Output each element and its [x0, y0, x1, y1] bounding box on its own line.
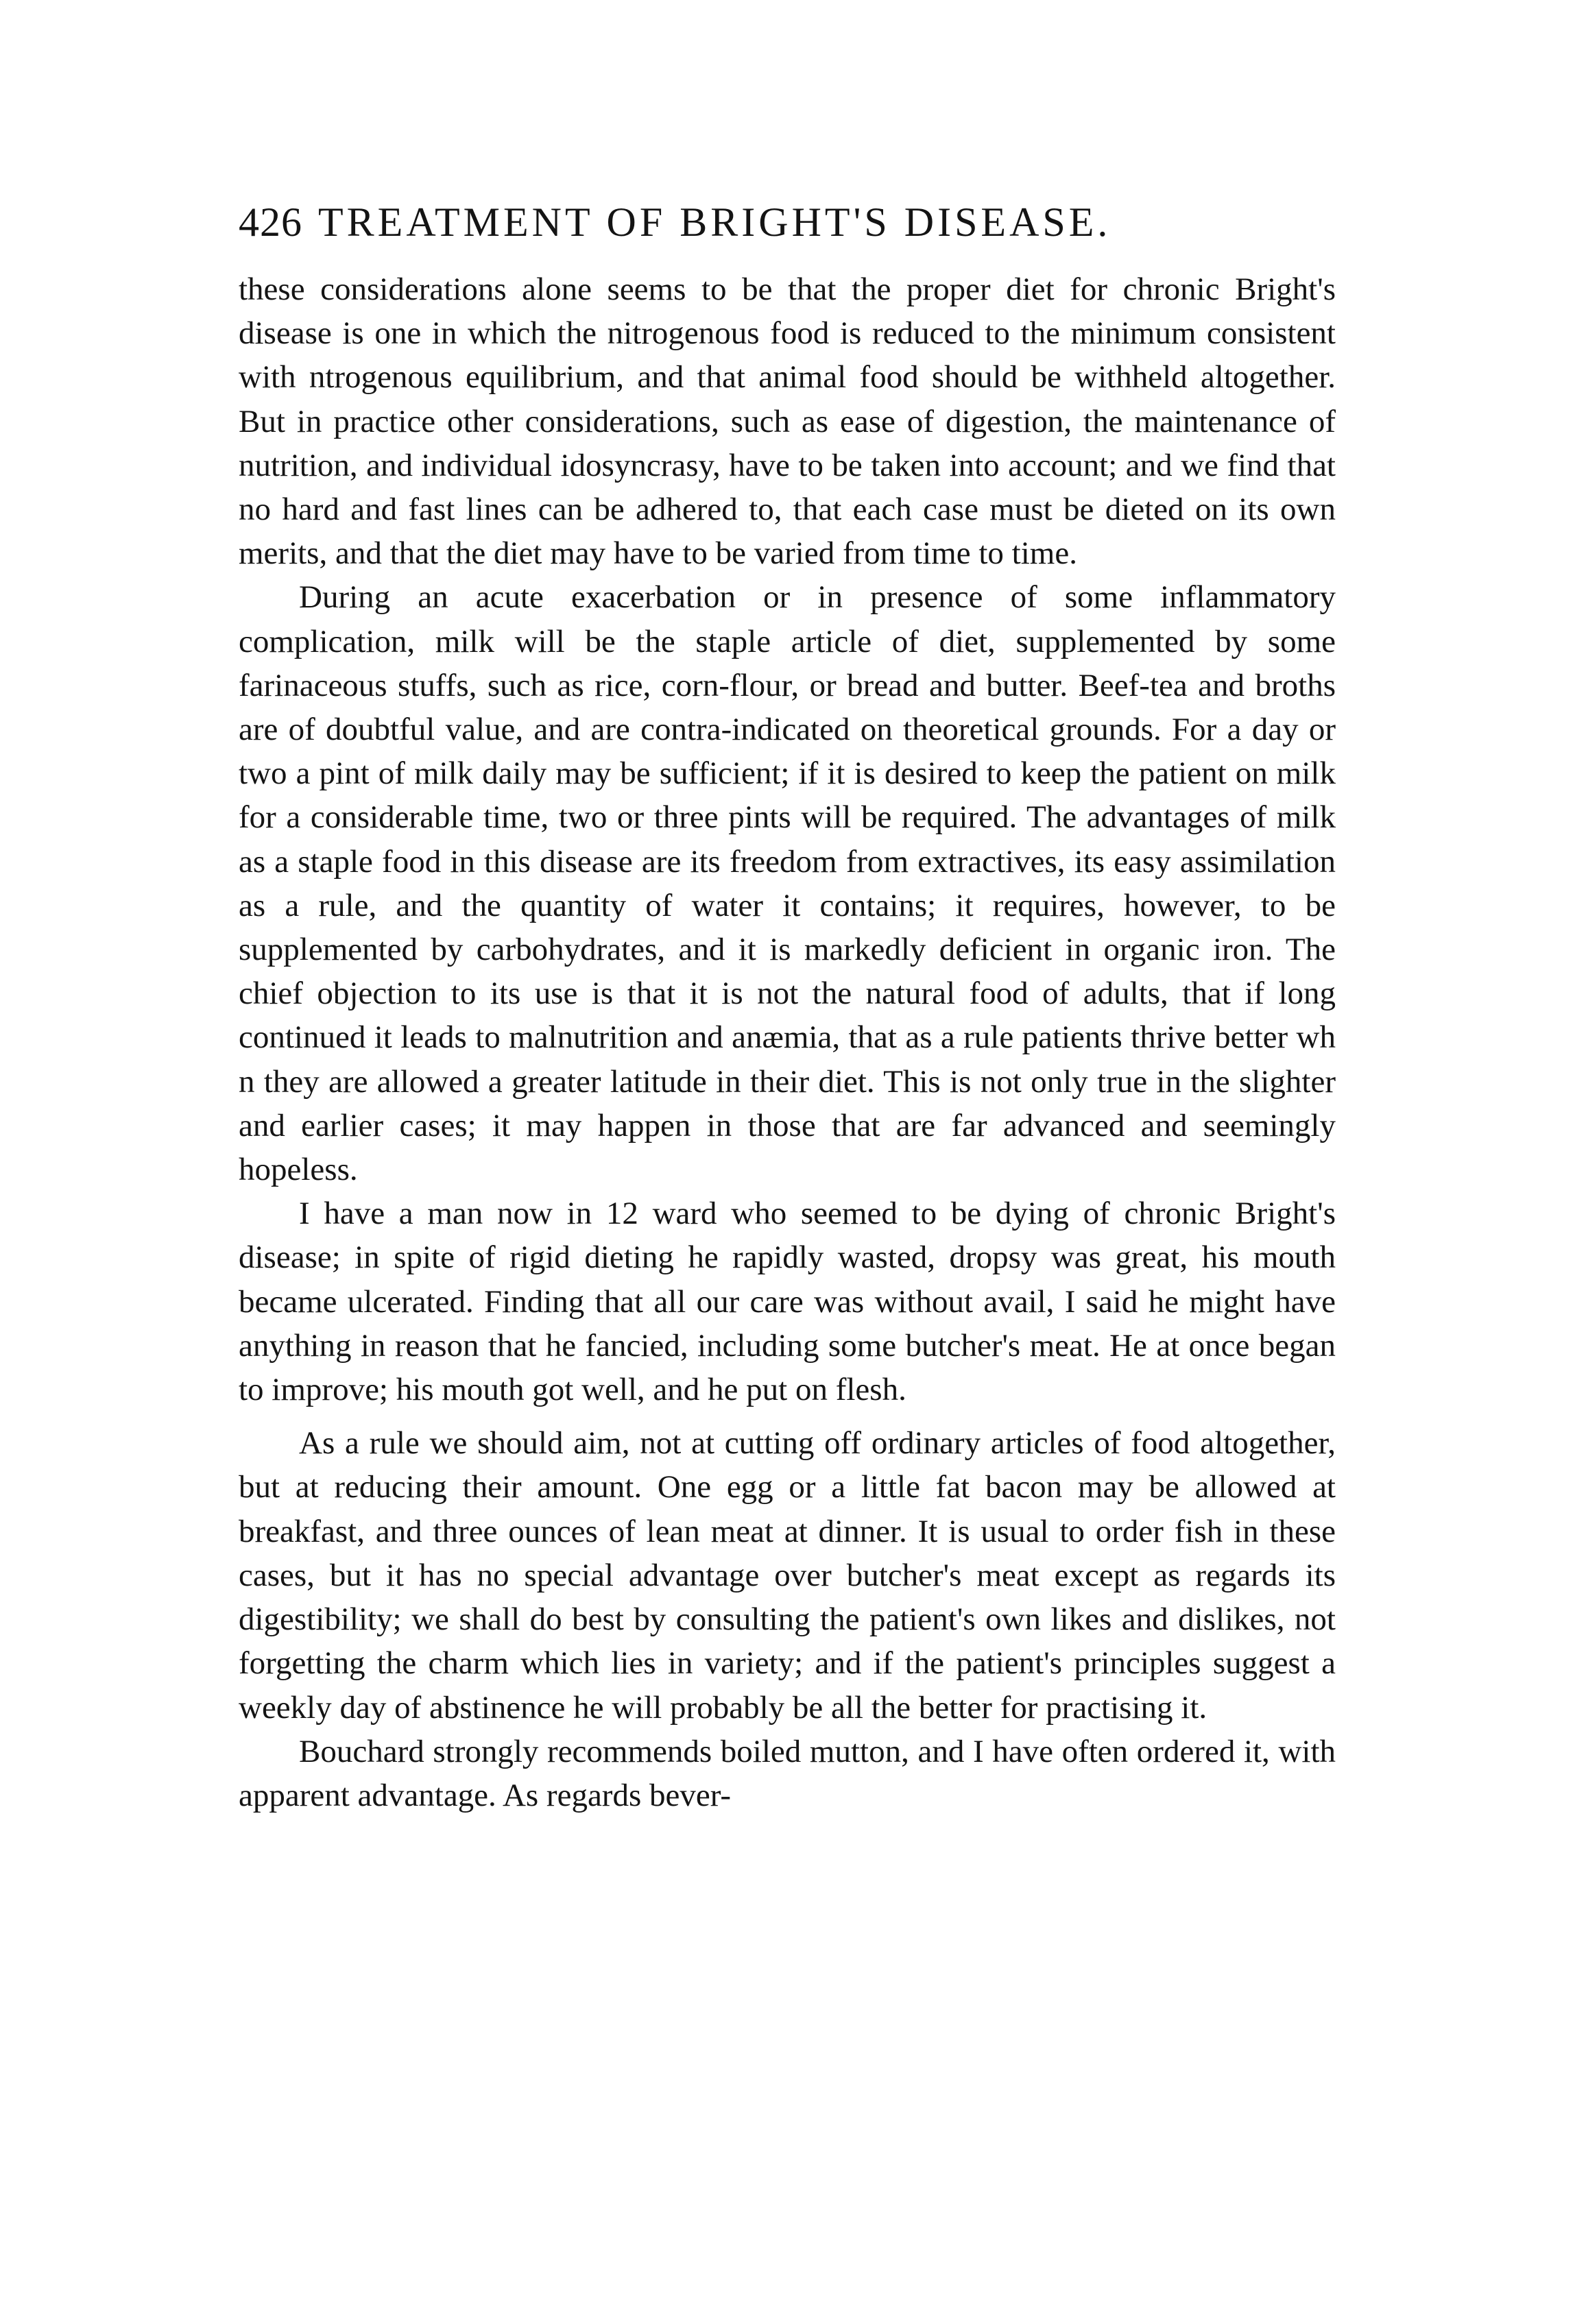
paragraph-bouchard: Bouchard strongly recommends boiled mutton, and I have often ordered it, with apparent advantage. As regards bever-: [239, 1733, 1336, 1813]
running-head: TREATMENT OF BRIGHT'S DISEASE.: [318, 199, 1111, 245]
body-text: [239, 267, 1336, 1817]
page-header: [239, 197, 1336, 247]
paragraph-acute-exacerbation: During an acute exacerbation or in presence of some inflammatory complication, milk will be the staple article of diet, supplemented by some farinaceous stuffs, such as rice, corn-flour, or bread and butter. Beef-tea and broths are of doubtful value, and are contra-indicated on theoretical grounds. For a day or two a pint of milk daily may be sufficient; if it is desired to keep the patient on milk for a considerable time, two or three pints will be required. The advantages of milk as a staple food in this disease are its freedom from extractives, its easy assimilation as a rule, and the quantity of water it contains; it requires, however, to be supplemented by carbohydrates, and it is markedly deficient in organic iron. The chief objection to its use is that it is not the natural food of adults, that if long continued it leads to malnutrition and anæmia, that as a rule patients thrive better wh n they are allowed a greater latitude in their diet. This is not only true in the slighter and earlier cases; it may happen in those that are far advanced and seemingly hopeless.: [239, 579, 1336, 1188]
paragraph-case-report: I have a man now in 12 ward who seemed to be dying of chronic Bright's disease; in spite of rigid dieting he rapidly wasted, dropsy was great, his mouth became ulcerated. Finding that all our care was without avail, I said he might have anything in reason that he fancied, including some butcher's meat. He at once began to improve; his mouth got well, and he put on flesh.: [239, 1196, 1336, 1408]
book-page: [239, 197, 1336, 1817]
page-number: 426: [239, 199, 302, 245]
paragraph-reducing-food: As a rule we should aim, not at cutting off ordinary articles of food altogether, but at reducing their amount. One egg or a little fat bacon may be allowed at breakfast, and three ounces of lean meat at dinner. It is usual to order fish in these cases, but it has no special advantage over butcher's meat except as regards its digestibility; we shall do best by consulting the patient's own likes and dislikes, not forgetting the charm which lies in variety; and if the patient's principles suggest a weekly day of abstinence he will probably be all the better for practising it.: [239, 1425, 1336, 1726]
paragraph-continued: these considerations alone seems to be that the proper diet for chronic Bright's disease is one in which the nitrogenous food is reduced to the minimum consistent with ntrogenous equilibrium, and that animal food should be withheld altogether. But in practice other considerations, such as ease of digestion, the maintenance of nutrition, and individual idosyncrasy, have to be taken into account; and we find that no hard and fast lines can be adhered to, that each case must be dieted on its own merits, and that the diet may have to be varied from time to time.: [239, 271, 1336, 572]
